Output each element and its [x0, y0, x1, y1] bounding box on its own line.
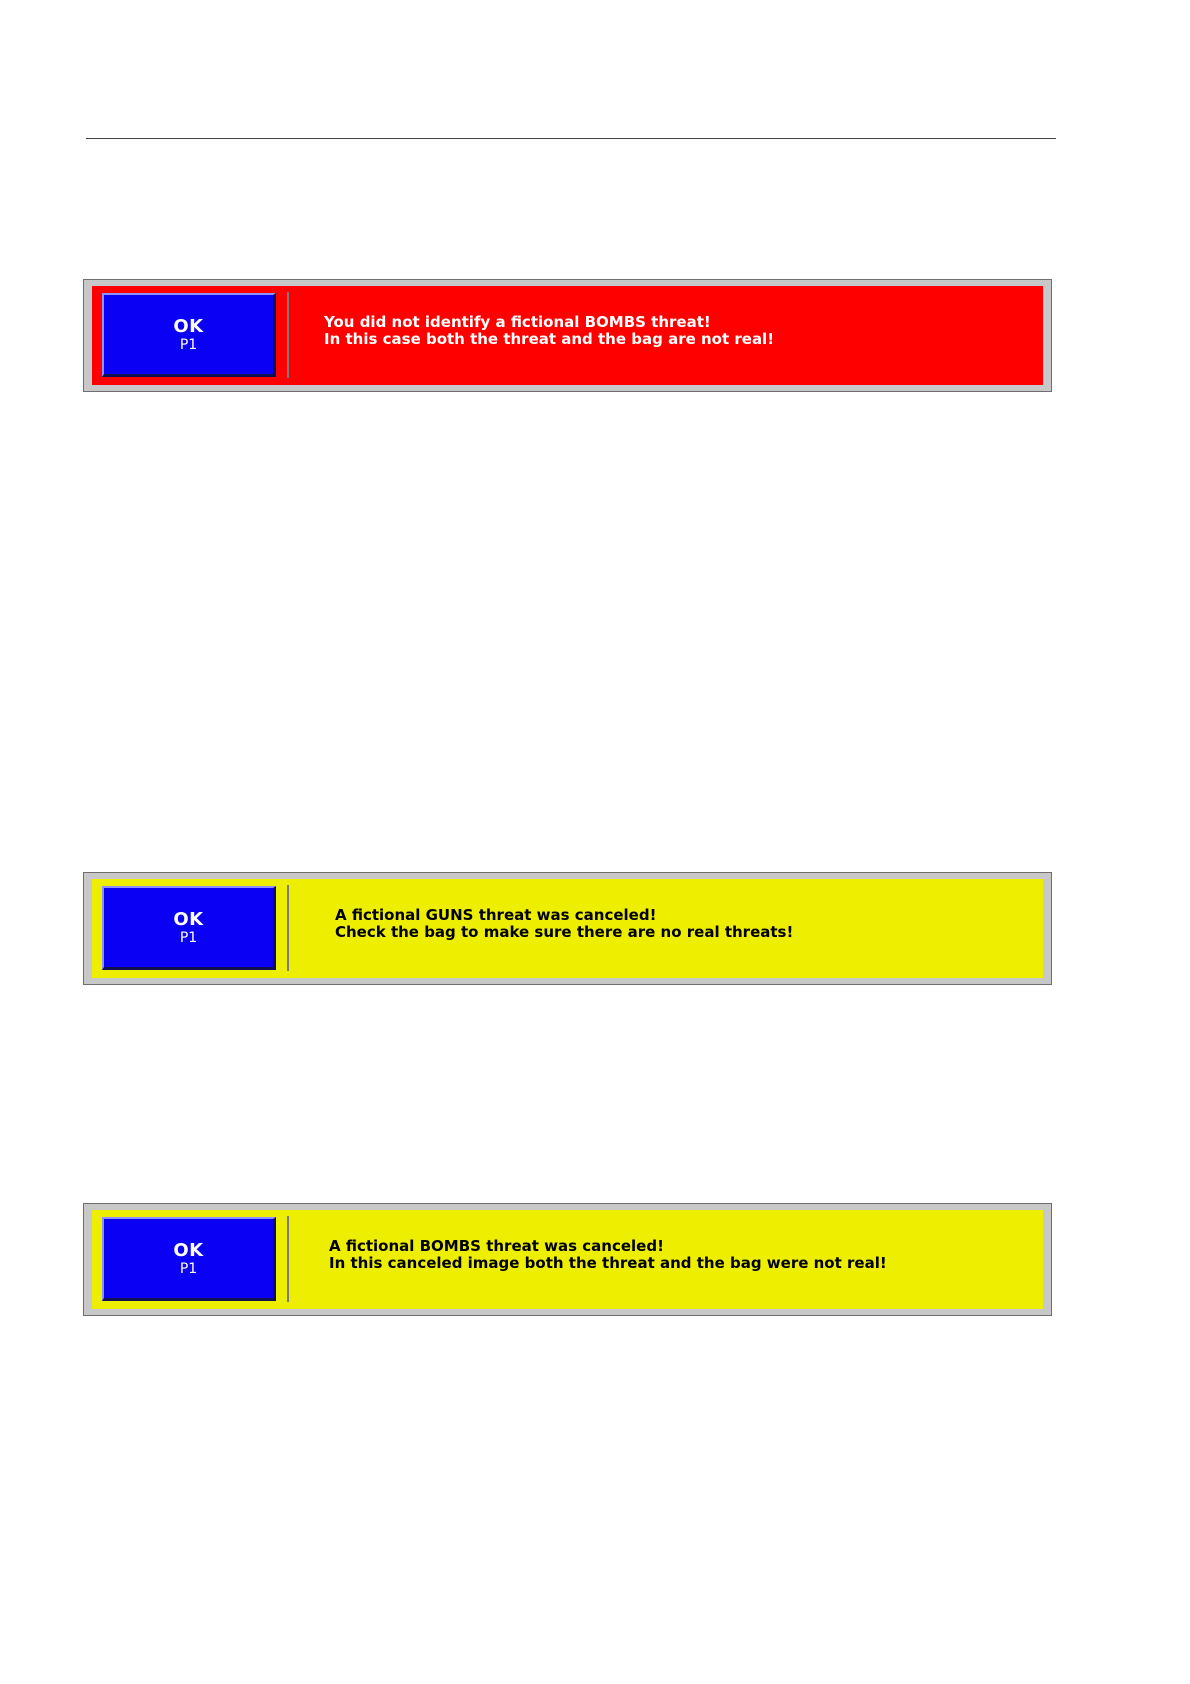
threat-missed-banner	[83, 279, 1052, 392]
separator	[287, 292, 289, 378]
message-line-2: In this case both the threat and the bag are not real!	[324, 330, 775, 348]
message-line-1: A fictional BOMBS threat was canceled!	[329, 1237, 664, 1255]
banner-panel	[92, 1210, 1043, 1309]
ok-button-shortcut: P1	[179, 337, 198, 353]
banner-message	[324, 314, 774, 348]
separator	[287, 1216, 289, 1302]
banner-message	[329, 1238, 887, 1272]
ok-button-label: OK	[173, 909, 204, 930]
banner-panel	[92, 286, 1043, 385]
header-rule	[86, 138, 1056, 139]
banner-message	[335, 907, 793, 941]
ok-button-shortcut: P1	[179, 1261, 198, 1277]
ok-button[interactable]	[102, 1217, 276, 1301]
message-line-2: In this canceled image both the threat and the bag were not real!	[329, 1254, 887, 1272]
ok-button-label: OK	[173, 1240, 204, 1261]
banner-panel	[92, 879, 1043, 978]
message-line-1: A fictional GUNS threat was canceled!	[335, 906, 657, 924]
ok-button[interactable]	[102, 293, 276, 377]
ok-button-shortcut: P1	[179, 930, 198, 946]
bombs-canceled-banner	[83, 1203, 1052, 1316]
ok-button-label: OK	[173, 316, 204, 337]
message-line-2: Check the bag to make sure there are no real threats!	[335, 923, 794, 941]
separator	[287, 885, 289, 971]
ok-button[interactable]	[102, 886, 276, 970]
guns-canceled-banner	[83, 872, 1052, 985]
message-line-1: You did not identify a fictional BOMBS threat!	[324, 313, 711, 331]
